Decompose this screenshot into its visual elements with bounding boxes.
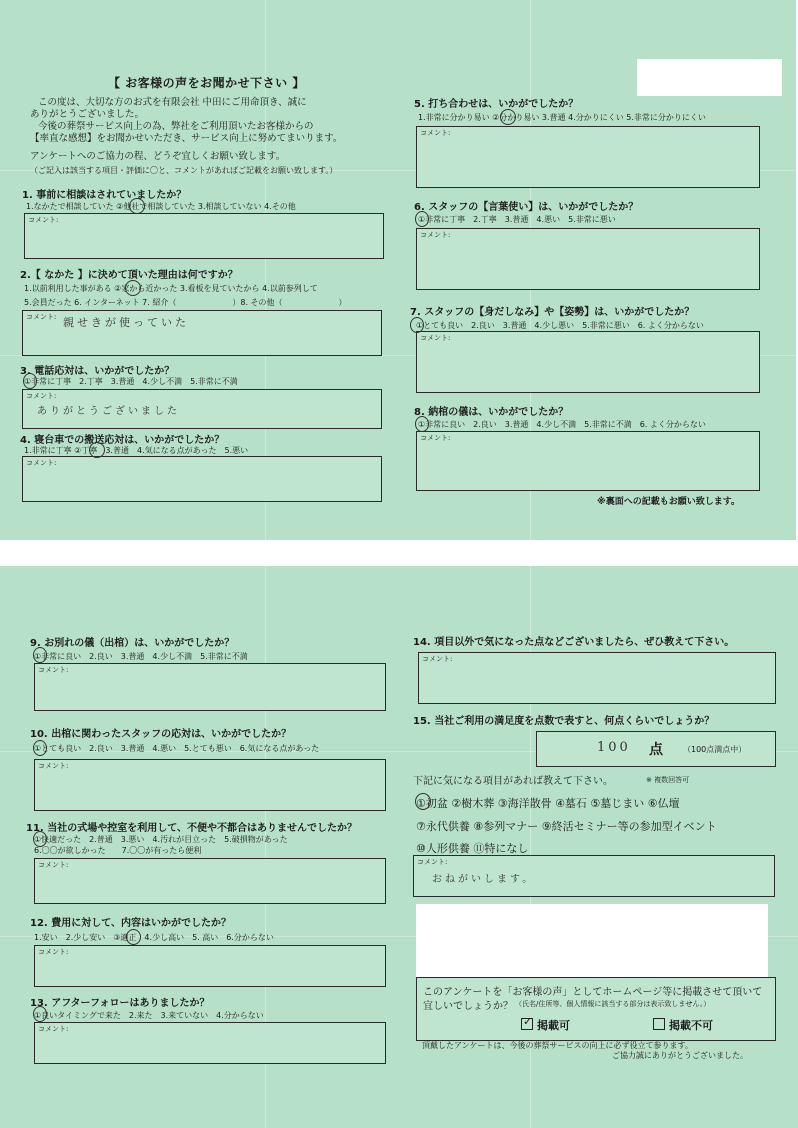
comment-label: コメント: xyxy=(38,948,69,956)
question-4-options[interactable]: 1.非常に丁寧 ②丁寧 3.普通 4.気になる点があった 5.悪い xyxy=(24,446,249,455)
answer-circle xyxy=(125,280,141,296)
answer-circle xyxy=(415,793,431,810)
score-max-note: （100点満点中） xyxy=(683,745,747,754)
question-1-title: 1. 事前に相談はされていましたか？ xyxy=(22,190,187,201)
question-11-options[interactable]: 6.〇〇が欲しかった 7.〇〇が有ったら便利 xyxy=(34,846,202,855)
question-10-comment-box[interactable] xyxy=(34,759,386,811)
survey-title: 【 お客様の声をお聞かせ下さい 】 xyxy=(108,76,305,90)
publish-privacy-note: （氏名/住所等、個人情報に該当する部分は表示致しません。） xyxy=(515,1000,711,1008)
publish-question-line1: このアンケートを「お客様の声」としてホームページ等に掲載させて頂いて xyxy=(423,987,763,998)
question-6-title: 6. スタッフの【言葉使い】は、いかがでしたか？ xyxy=(414,202,639,213)
question-11-title: 11. 当社の式場や控室を利用して、不便や不都合はありませんでしたか？ xyxy=(26,823,357,834)
intro-line: アンケートへのご協力の程、どうぞ宜しくお願い致します。 xyxy=(30,151,286,162)
checkbox-unchecked-icon xyxy=(653,1018,665,1030)
question-9-title: 9. お別れの儀（出棺）は、いかがでしたか？ xyxy=(30,638,235,649)
handwritten-comment: 親せきが使っていた xyxy=(63,316,189,329)
interest-options-row[interactable]: ⑩人形供養 ⑪特になし xyxy=(416,842,529,855)
question-11-options[interactable]: ①快適だった 2.普通 3.悪い 4.汚れが目立った 5.破損物があった xyxy=(34,835,288,844)
answer-circle xyxy=(33,1006,47,1022)
comment-label: コメント: xyxy=(420,334,451,342)
publish-permission-box xyxy=(416,977,776,1041)
publish-ng-checkbox[interactable] xyxy=(653,1017,713,1033)
satisfaction-score-box[interactable] xyxy=(536,731,776,767)
question-10-title: 10. 出棺に関わったスタッフの応対は、いかがでしたか？ xyxy=(30,729,292,740)
back-side-note: ※裏面への記載もお願い致します。 xyxy=(597,497,741,507)
question-14-title: 14. 項目以外で気になった点などございましたら、ぜひ教えて下さい。 xyxy=(413,637,735,648)
answer-circle xyxy=(33,740,47,756)
handwritten-comment: おねがいします。 xyxy=(432,874,536,885)
publish-ok-label: 掲載可 xyxy=(537,1019,570,1032)
question-12-comment-box[interactable] xyxy=(34,945,386,987)
question-2-options[interactable]: 5.会員だった 6. インターネット 7. 紹介（ ）8. その他（ ） xyxy=(24,298,347,307)
redacted-area xyxy=(416,904,768,977)
publish-ok-checkbox[interactable] xyxy=(521,1017,570,1033)
answer-circle xyxy=(415,211,429,227)
question-5-comment-box[interactable] xyxy=(416,126,760,188)
intro-line: この度は、大切な方のお式を有限会社 中田にご用命頂き、誠に xyxy=(38,97,307,108)
multiple-answer-note: ※ 複数回答可 xyxy=(646,776,690,784)
comment-label: コメント: xyxy=(420,434,451,442)
question-8-options[interactable]: ①非常に良い 2.良い 3.普通 4.少し不満 5.非常に不満 6. よく分からない xyxy=(418,420,706,429)
question-8-title: 8. 納棺の儀は、いかがでしたか？ xyxy=(414,407,569,418)
publish-ng-label: 掲載不可 xyxy=(669,1019,713,1032)
question-12-title: 12. 費用に対して、内容はいかがでしたか？ xyxy=(30,918,231,929)
intro-line: 【率直な感想】をお聞かせいただき、サービス向上に努めてまいります。 xyxy=(30,133,343,144)
answer-circle xyxy=(500,109,516,125)
interest-options-row[interactable]: ⑦永代供養 ⑧参列マナー ⑨終活セミナー等の参加型イベント xyxy=(416,820,717,833)
survey-front-page xyxy=(0,0,796,540)
question-13-title: 13. アフターフォローはありましたか？ xyxy=(30,998,210,1009)
survey-back-page xyxy=(0,566,798,1128)
comment-label: コメント: xyxy=(417,858,448,866)
comment-label: コメント: xyxy=(26,313,57,321)
comment-label: コメント: xyxy=(38,861,69,869)
question-8-comment-box[interactable] xyxy=(416,431,760,491)
question-6-comment-box[interactable] xyxy=(416,228,760,290)
score-unit: 点 xyxy=(649,742,663,758)
question-1-comment-box[interactable] xyxy=(24,213,384,259)
comment-label: コメント: xyxy=(38,666,69,674)
question-7-title: 7. スタッフの【身だしなみ】や【姿勢】は、いかがでしたか？ xyxy=(410,307,695,318)
intro-line: ありがとうございました。 xyxy=(30,109,145,120)
question-5-options[interactable]: 1.非常に分かり易い ②分かり易い 3.普通 4.分かりにくい 5.非常に分かりにくい xyxy=(418,113,706,122)
comment-label: コメント: xyxy=(28,216,59,224)
comment-label: コメント: xyxy=(26,459,57,467)
comment-label: コメント: xyxy=(420,231,451,239)
intro-note: （ご記入は該当する項目・評価に〇と、コメントがあればご記載をお願い致します。） xyxy=(30,166,338,175)
question-2-options[interactable]: 1.以前利用した事がある ②家から近かった 3.看板を見ていたから 4.以前参列して xyxy=(24,284,318,293)
answer-circle xyxy=(126,929,141,945)
handwritten-comment: ありがとうございました xyxy=(37,406,180,417)
checkbox-checked-icon xyxy=(521,1018,533,1030)
question-2-comment-box[interactable] xyxy=(22,310,382,356)
question-13-comment-box[interactable] xyxy=(34,1022,386,1064)
answer-circle xyxy=(23,373,37,389)
question-11-comment-box[interactable] xyxy=(34,858,386,904)
intro-line: 今後の葬祭サービス向上の為、弊社をご利用頂いたお客様からの xyxy=(38,121,314,132)
question-13-options[interactable]: ①良いタイミングで来た 2.来た 3.来ていない 4.分からない xyxy=(34,1011,264,1020)
question-1-options[interactable]: 1.なかたで相談していた ②他社で相談していた 3.相談していない 4.その他 xyxy=(26,202,296,211)
footer-line1: 頂戴したアンケートは、今後の葬祭サービスの向上に必ず役立て参ります。 xyxy=(422,1041,693,1050)
question-12-options[interactable]: 1.安い 2.少し安い ③適正 4.少し高い 5. 高い 6.分からない xyxy=(34,933,274,942)
answer-circle xyxy=(33,647,47,663)
comment-label: コメント: xyxy=(422,655,453,663)
comment-label: コメント: xyxy=(26,392,57,400)
answer-circle xyxy=(89,442,105,458)
question-3-comment-box[interactable] xyxy=(22,389,382,429)
redacted-area xyxy=(637,59,782,96)
footer-line2: ご協力誠にありがとうございました。 xyxy=(612,1051,748,1060)
question-9-options[interactable]: ①非常に良い 2.良い 3.普通 4.少し不満 5.非常に不満 xyxy=(34,652,248,661)
publish-question-line2: 宜しいでしょうか？ xyxy=(423,1001,513,1012)
answer-circle xyxy=(129,198,145,214)
comment-label: コメント: xyxy=(38,762,69,770)
question-3-title: 3. 電話応対は、いかがでしたか？ xyxy=(20,366,175,377)
answer-circle xyxy=(33,831,47,847)
question-7-comment-box[interactable] xyxy=(416,331,760,393)
question-5-title: 5. 打ち合わせは、いかがでしたか？ xyxy=(414,99,579,110)
question-4-comment-box[interactable] xyxy=(22,456,382,502)
answer-circle xyxy=(410,317,424,333)
answer-circle xyxy=(415,416,429,432)
question-10-options[interactable]: ①とても良い 2.良い 3.普通 4.悪い 5.とても悪い 6.気になる点があった xyxy=(34,744,320,753)
question-4-title: 4. 寝台車での搬送応対は、いかがでしたか？ xyxy=(20,435,225,446)
question-2-title: 2.【 なかた 】に決めて頂いた理由は何ですか？ xyxy=(20,270,238,281)
question-9-comment-box[interactable] xyxy=(34,663,386,711)
question-7-options[interactable]: ①とても良い 2.良い 3.普通 4.少し悪い 5.非常に悪い 6. よく分からない xyxy=(416,321,704,330)
question-6-options[interactable]: ①非常に丁寧 2.丁寧 3.普通 4.悪い 5.非常に悪い xyxy=(418,215,616,224)
question-3-options[interactable]: ①非常に丁寧 2.丁寧 3.普通 4.少し不満 5.非常に不満 xyxy=(24,377,238,386)
interest-options-row[interactable]: ①初盆 ②樹木葬 ③海洋散骨 ④墓石 ⑤墓じまい ⑥仏壇 xyxy=(416,797,680,810)
comment-label: コメント: xyxy=(420,129,451,137)
comment-label: コメント: xyxy=(38,1025,69,1033)
question-14-comment-box[interactable] xyxy=(418,652,776,704)
interest-title: 下記に気になる項目があれば教えて下さい。 xyxy=(413,776,613,787)
score-value: 100 xyxy=(597,740,631,755)
interest-comment-box[interactable] xyxy=(413,855,775,897)
question-15-title: 15. 当社ご利用の満足度を点数で表すと、何点くらいでしょうか？ xyxy=(413,716,715,727)
